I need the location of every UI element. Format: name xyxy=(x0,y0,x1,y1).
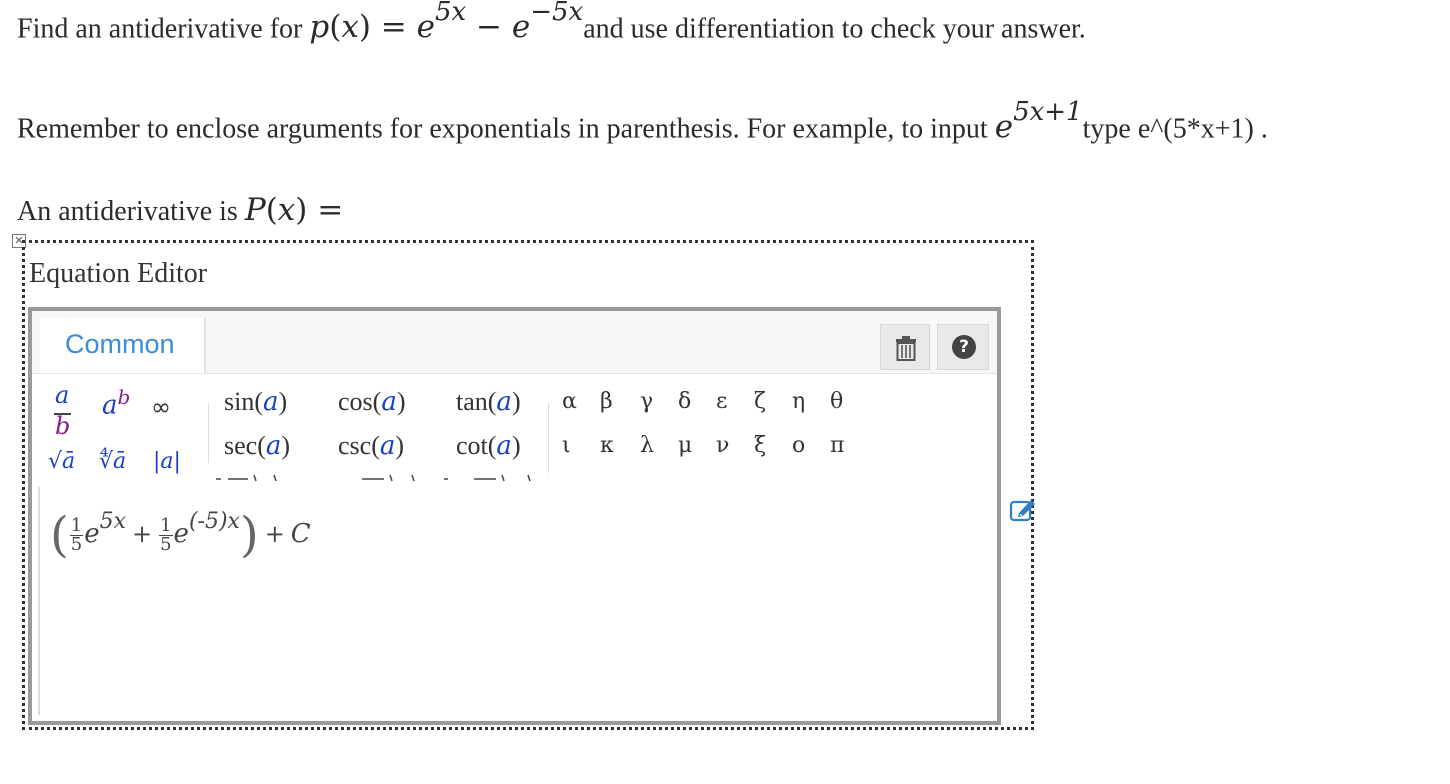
question-prefix: Find an antiderivative for xyxy=(17,13,310,45)
question-line-2: Remember to enclose arguments for exponentials in parenthesis. For example, to input $e^{5x+1}type$ e^(5*x+1) . xyxy=(17,97,1268,146)
greek-delta[interactable]: δ xyxy=(678,389,692,414)
example-code: e^(5*x+1) xyxy=(1137,113,1254,145)
greek-theta[interactable]: θ xyxy=(830,389,844,414)
csc-button[interactable]: csc(a) xyxy=(338,431,405,461)
question-suffix: and use differentiation to check your answer. xyxy=(583,13,1086,45)
math-input-field[interactable] xyxy=(38,487,993,715)
greek-lambda[interactable]: λ xyxy=(640,433,654,458)
greek-epsilon[interactable]: ε xyxy=(716,389,728,414)
left-paren: ( xyxy=(50,507,69,563)
antiderivative-label: P(x) = xyxy=(244,192,344,228)
clear-button[interactable] xyxy=(880,324,930,370)
tab-bar xyxy=(32,311,997,374)
nthroot-button[interactable]: ∜ā xyxy=(99,449,127,474)
help-icon: ? xyxy=(952,335,976,359)
fraction-denominator[interactable]: b xyxy=(55,412,71,440)
entered-answer: ( $\frac{1}{5}$ $e^{5x}$ + $\frac{1}{5}$ $e^{(-5)x}) + C$ xyxy=(50,507,311,563)
question-line-1 xyxy=(17,0,1086,46)
fraction-term-2: $\frac{1}{5}$ xyxy=(160,514,172,555)
abs-button[interactable]: |a| xyxy=(153,449,181,474)
editor-title: Equation Editor xyxy=(29,258,208,289)
greek-iota[interactable]: ι xyxy=(562,433,571,458)
greek-nu[interactable]: ν xyxy=(716,433,730,458)
palette-divider xyxy=(208,403,209,463)
greek-beta[interactable]: β xyxy=(600,389,613,414)
close-icon[interactable]: ✕ xyxy=(12,234,26,248)
example-expression: $e^{5x+1}$ xyxy=(994,97,1083,146)
greek-alpha[interactable]: α xyxy=(562,389,577,414)
greek-xi[interactable]: ξ xyxy=(754,433,767,458)
sec-button[interactable]: sec(a) xyxy=(224,431,291,461)
fraction-term-1: $\frac{1}{5}$ xyxy=(70,514,83,555)
edit-icon[interactable] xyxy=(1009,497,1037,523)
cos-button[interactable]: cos(a) xyxy=(338,387,406,417)
right-paren: ) xyxy=(239,507,259,563)
greek-zeta[interactable]: ζ xyxy=(754,389,766,414)
symbol-palette xyxy=(32,373,997,483)
greek-gamma[interactable]: γ xyxy=(640,389,654,414)
greek-eta[interactable]: η xyxy=(792,389,806,414)
fraction-numerator[interactable]: a xyxy=(55,381,70,409)
power-button[interactable]: $a^b$ xyxy=(102,385,131,421)
greek-kappa[interactable]: κ xyxy=(600,433,614,458)
greek-omicron[interactable]: ο xyxy=(792,433,806,458)
palette-divider xyxy=(548,403,549,473)
tab-common[interactable]: Common xyxy=(40,318,206,373)
greek-pi[interactable]: π xyxy=(830,433,845,458)
tan-button[interactable]: tan(a) xyxy=(456,387,521,417)
greek-mu[interactable]: μ xyxy=(678,433,693,458)
hint-text: Remember to enclose arguments for exponentials in parenthesis. For example, to input xyxy=(17,113,995,145)
cot-button[interactable]: cot(a) xyxy=(456,431,521,461)
equation-toolbox xyxy=(28,307,1001,725)
infinity-button[interactable]: ∞ xyxy=(151,393,171,421)
answer-prompt: An antiderivative is P(x) = xyxy=(17,192,344,228)
function-expression: $p(x) = e^{5x} - e^{-5x}$ xyxy=(309,0,584,46)
palette-overflow-row xyxy=(212,471,542,483)
help-button[interactable] xyxy=(937,324,989,370)
sin-button[interactable]: sin(a) xyxy=(224,387,288,417)
sqrt-button[interactable]: √ā xyxy=(48,449,76,474)
trash-icon xyxy=(881,325,931,371)
